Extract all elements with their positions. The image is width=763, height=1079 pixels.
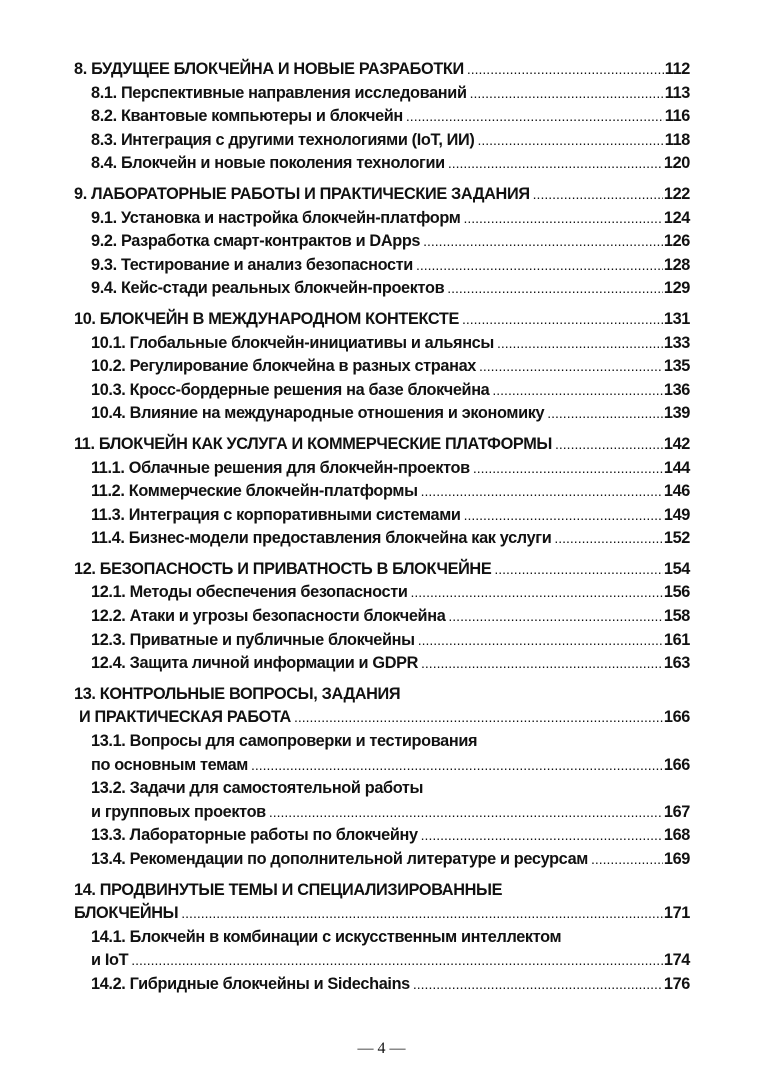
subsection-number: 9.1. <box>91 208 117 227</box>
toc-subsection-entry <box>74 824 690 848</box>
dot-leader <box>473 457 663 481</box>
subsection-title: Тестирование и анализ безопасности <box>120 255 413 274</box>
toc-section-13 <box>74 683 690 872</box>
toc-section-9 <box>74 183 690 301</box>
dot-leader <box>494 558 663 582</box>
subsection-page: 169 <box>663 850 690 868</box>
toc-subsection-entry <box>74 457 690 481</box>
subsection-number: 10.4. <box>91 404 126 423</box>
dot-leader <box>448 152 663 176</box>
toc-subsection-entry <box>74 230 690 254</box>
subsection-title-line2: по основным темам <box>91 755 248 774</box>
subsection-page: 166 <box>663 755 690 774</box>
subsection-title-line1: Вопросы для самопроверки и тестирования <box>129 732 478 751</box>
subsection-number: 8.1. <box>91 83 117 102</box>
toc-chapter-entry <box>74 183 690 207</box>
toc-subsection-entry-line1 <box>74 926 690 950</box>
subsection-number: 11.1. <box>91 458 125 477</box>
toc-section-12 <box>74 558 690 676</box>
subsection-title: Облачные решения для блокчейн-проектов <box>128 458 470 477</box>
subsection-title: Глобальные блокчейн-инициативы и альянсы <box>129 333 494 352</box>
subsection-number: 12.3. <box>91 630 126 649</box>
chapter-number: 11. <box>74 434 95 453</box>
subsection-number: 9.3. <box>91 255 117 274</box>
subsection-number: 10.3. <box>91 380 126 399</box>
chapter-title-line1: ПРОДВИНУТЫЕ ТЕМЫ И СПЕЦИАЛИЗИРОВАННЫЕ <box>99 880 503 899</box>
subsection-number: 8.3. <box>91 130 117 149</box>
subsection-page: 136 <box>663 380 690 399</box>
subsection-number: 8.4. <box>91 154 117 173</box>
subsection-title: Интеграция с другими технологиями (IoT, ИИ) <box>120 130 475 149</box>
chapter-title: БЕЗОПАСНОСТЬ И ПРИВАТНОСТЬ В БЛОКЧЕЙНЕ <box>99 559 492 578</box>
chapter-page: 131 <box>663 309 690 328</box>
subsection-number: 12.1. <box>91 583 126 602</box>
dot-leader <box>467 58 664 82</box>
subsection-number: 14.2. <box>91 974 126 993</box>
dot-leader <box>464 504 663 528</box>
subsection-title: Атаки и угрозы безопасности блокчейна <box>129 607 446 626</box>
subsection-title: Защита личной информации и GDPR <box>129 654 419 673</box>
subsection-title: Рекомендации по дополнительной литературе и ресурсам <box>129 850 588 868</box>
subsection-title: Коммерческие блокчейн-платформы <box>128 482 418 501</box>
toc-subsection-entry <box>74 207 690 231</box>
toc-chapter-entry-line2 <box>74 902 690 926</box>
subsection-title: Методы обеспечения безопасности <box>129 583 408 602</box>
chapter-title-line2: БЛОКЧЕЙНЫ <box>74 904 179 923</box>
dot-leader <box>416 254 663 278</box>
subsection-number: 11.2. <box>91 482 125 501</box>
toc-subsection-entry-line1 <box>74 777 690 801</box>
subsection-page: 128 <box>663 255 690 274</box>
chapter-number: 13. <box>74 684 96 703</box>
subsection-number: 10.1. <box>91 333 126 352</box>
subsection-page: 144 <box>663 458 690 477</box>
toc-subsection-entry <box>74 152 690 176</box>
subsection-title: Кросс-бордерные решения на базе блокчейна <box>129 380 490 399</box>
chapter-page: 122 <box>663 184 690 203</box>
toc-subsection-entry <box>74 254 690 278</box>
dot-leader <box>470 82 664 106</box>
toc-section-11 <box>74 433 690 551</box>
dot-leader <box>421 480 663 504</box>
subsection-title: Регулирование блокчейна в разных странах <box>129 357 476 376</box>
subsection-page: 161 <box>663 630 690 649</box>
subsection-page: 174 <box>663 951 690 970</box>
subsection-page: 129 <box>663 279 690 298</box>
toc-subsection-entry-line1 <box>74 730 690 754</box>
subsection-title: Перспективные направления исследований <box>120 83 467 102</box>
toc-subsection-entry <box>74 332 690 356</box>
chapter-page: 166 <box>663 708 690 727</box>
subsection-number: 9.2. <box>91 232 117 251</box>
toc-subsection-entry <box>74 82 690 106</box>
toc-subsection-entry <box>74 605 690 629</box>
toc-subsection-entry <box>74 527 690 551</box>
subsection-title-line1: Блокчейн в комбинации с искусственным интеллектом <box>129 927 562 946</box>
subsection-page: 158 <box>663 607 690 626</box>
subsection-number: 13.4. <box>91 850 126 868</box>
subsection-page: 156 <box>663 583 690 602</box>
dot-leader <box>447 277 663 301</box>
dot-leader <box>131 949 663 973</box>
dot-leader <box>423 230 663 254</box>
chapter-page: 171 <box>663 904 690 923</box>
toc-subsection-entry <box>74 379 690 403</box>
dot-leader <box>406 105 664 129</box>
dot-leader <box>533 183 663 207</box>
subsection-title: Бизнес-модели предоставления блокчейна как услуги <box>128 529 552 548</box>
dot-leader <box>591 848 663 872</box>
subsection-title-line2: и IoT <box>91 951 129 970</box>
chapter-title: БУДУЩЕЕ БЛОКЧЕЙНА И НОВЫЕ РАЗРАБОТКИ <box>91 60 464 78</box>
subsection-page: 124 <box>663 208 690 227</box>
toc-subsection-entry-line2 <box>74 754 690 778</box>
toc-chapter-entry <box>74 433 690 457</box>
chapter-title: БЛОКЧЕЙН КАК УСЛУГА И КОММЕРЧЕСКИЕ ПЛАТФОРМЫ <box>98 434 553 453</box>
toc-subsection-entry <box>74 652 690 676</box>
toc-subsection-entry <box>74 848 690 872</box>
dot-leader <box>554 527 663 551</box>
toc-subsection-entry <box>74 355 690 379</box>
subsection-page: 133 <box>663 333 690 352</box>
subsection-title-line1: Задачи для самостоятельной работы <box>129 779 424 798</box>
toc-subsection-entry <box>74 581 690 605</box>
toc-chapter-entry <box>74 558 690 582</box>
toc-chapter-entry-line2 <box>74 706 690 730</box>
dot-leader <box>421 652 663 676</box>
toc-subsection-entry <box>74 973 690 997</box>
subsection-page: 116 <box>664 107 690 126</box>
subsection-page: 149 <box>663 505 690 524</box>
subsection-title: Интеграция с корпоративными системами <box>128 505 461 524</box>
subsection-title: Приватные и публичные блокчейны <box>129 630 415 649</box>
dot-leader <box>251 754 663 778</box>
subsection-page: 168 <box>663 826 690 845</box>
toc-subsection-entry <box>74 105 690 129</box>
subsection-number: 8.2. <box>91 107 117 126</box>
page-number: — 4 — <box>357 1040 406 1057</box>
subsection-title: Блокчейн и новые поколения технологии <box>120 154 445 173</box>
dot-leader <box>294 706 663 730</box>
subsection-title: Лабораторные работы по блокчейну <box>129 826 418 845</box>
subsection-page: 176 <box>663 974 690 993</box>
toc-section-8 <box>74 58 690 176</box>
subsection-page: 146 <box>663 482 690 501</box>
chapter-number: 9. <box>74 184 87 203</box>
toc-subsection-entry <box>74 504 690 528</box>
dot-leader <box>497 332 663 356</box>
toc-subsection-entry <box>74 277 690 301</box>
subsection-title: Кейс-стади реальных блокчейн-проектов <box>120 279 445 298</box>
subsection-title: Квантовые компьютеры и блокчейн <box>120 107 403 126</box>
subsection-page: 120 <box>663 154 690 173</box>
dot-leader <box>477 129 663 153</box>
toc-subsection-entry <box>74 629 690 653</box>
subsection-page: 139 <box>663 404 690 423</box>
subsection-number: 11.3. <box>91 505 125 524</box>
toc-chapter-entry-line1 <box>74 879 690 903</box>
toc-subsection-entry <box>74 480 690 504</box>
subsection-page: 126 <box>663 232 690 251</box>
subsection-number: 13.3. <box>91 826 126 845</box>
subsection-number: 11.4. <box>91 529 125 548</box>
toc-chapter-entry-line1 <box>74 683 690 707</box>
subsection-number: 14.1. <box>91 927 126 946</box>
toc-subsection-entry-line2 <box>74 801 690 825</box>
chapter-page: 154 <box>663 559 690 578</box>
subsection-number: 13.1. <box>91 732 126 751</box>
chapter-number: 12. <box>74 559 96 578</box>
table-of-contents <box>74 58 690 1004</box>
chapter-title-line1: КОНТРОЛЬНЫЕ ВОПРОСЫ, ЗАДАНИЯ <box>99 684 401 703</box>
dot-leader <box>555 433 663 457</box>
chapter-title-line2: И ПРАКТИЧЕСКАЯ РАБОТА <box>79 708 291 727</box>
subsection-number: 12.4. <box>91 654 126 673</box>
subsection-title: Разработка смарт-контрактов и DApps <box>120 232 421 251</box>
subsection-number: 9.4. <box>91 279 117 298</box>
toc-subsection-entry <box>74 129 690 153</box>
subsection-number: 12.2. <box>91 607 126 626</box>
toc-section-10 <box>74 308 690 426</box>
toc-chapter-entry <box>74 58 690 82</box>
subsection-title: Гибридные блокчейны и Sidechains <box>129 974 410 993</box>
chapter-number: 8. <box>74 60 87 78</box>
chapter-number: 14. <box>74 880 96 899</box>
subsection-title: Установка и настройка блокчейн-платформ <box>120 208 461 227</box>
toc-section-14 <box>74 879 690 997</box>
chapter-number: 10. <box>74 309 96 328</box>
subsection-number: 10.2. <box>91 357 126 376</box>
subsection-title: Влияние на международные отношения и экономику <box>129 404 545 423</box>
toc-subsection-entry <box>74 402 690 426</box>
chapter-page: 112 <box>664 60 690 78</box>
chapter-title: БЛОКЧЕЙН В МЕЖДУНАРОДНОМ КОНТЕКСТЕ <box>99 309 459 328</box>
subsection-page: 152 <box>663 529 690 548</box>
toc-chapter-entry <box>74 308 690 332</box>
toc-subsection-entry-line2 <box>74 949 690 973</box>
dot-leader <box>479 355 663 379</box>
subsection-number: 13.2. <box>91 779 126 798</box>
dot-leader <box>269 801 663 825</box>
subsection-page: 135 <box>663 357 690 376</box>
dot-leader <box>448 605 662 629</box>
dot-leader <box>462 308 663 332</box>
subsection-title-line2: и групповых проектов <box>91 802 266 821</box>
dot-leader <box>547 402 663 426</box>
dot-leader <box>413 973 663 997</box>
subsection-page: 167 <box>663 802 690 821</box>
dot-leader <box>411 581 663 605</box>
dot-leader <box>181 902 663 926</box>
subsection-page: 113 <box>664 83 690 102</box>
dot-leader <box>421 824 663 848</box>
chapter-page: 142 <box>663 434 690 453</box>
dot-leader <box>492 379 662 403</box>
subsection-page: 163 <box>663 654 690 673</box>
dot-leader <box>463 207 662 231</box>
chapter-title: ЛАБОРАТОРНЫЕ РАБОТЫ И ПРАКТИЧЕСКИЕ ЗАДАНИЯ <box>91 184 530 203</box>
dot-leader <box>418 629 663 653</box>
subsection-page: 118 <box>664 130 690 149</box>
